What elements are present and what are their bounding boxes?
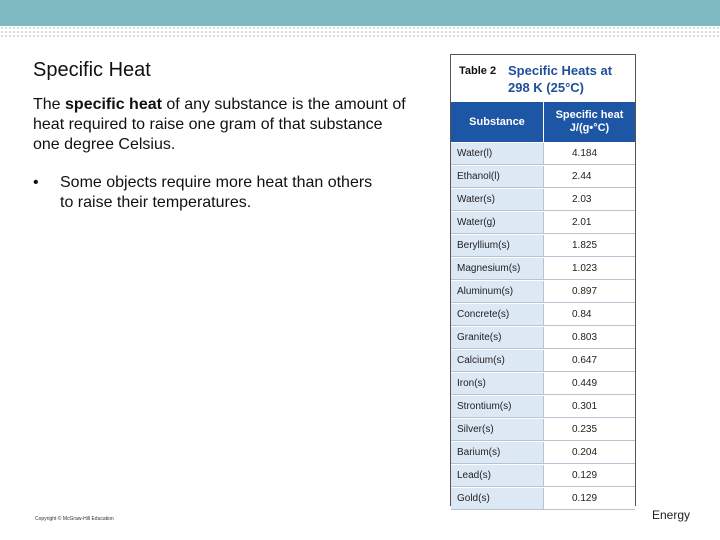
specific-heat-cell: 0.235 — [543, 419, 635, 441]
specific-heat-cell: 0.301 — [543, 396, 635, 418]
substance-cell: Calcium(s) — [451, 350, 543, 372]
table-row — [451, 235, 635, 258]
specific-heat-cell: 0.803 — [543, 327, 635, 349]
specific-heat-cell: 2.44 — [543, 166, 635, 188]
definition-prefix: The — [33, 96, 66, 113]
table-row — [451, 258, 635, 281]
column-header-specific-heat-unit: J/(g•°C) — [569, 122, 610, 134]
substance-cell: Silver(s) — [451, 419, 543, 441]
table-row — [451, 304, 635, 327]
table-row — [451, 465, 635, 488]
substance-cell: Magnesium(s) — [451, 258, 543, 280]
definition-suffix: of any substance is the amount of heat required to raise one gram of that substance one degree Celsius. — [33, 96, 406, 153]
column-header-specific-heat-label: Specific heat — [555, 109, 624, 121]
table-row — [451, 419, 635, 442]
copyright-notice: Copyright © McGraw-Hill Education — [35, 516, 114, 522]
table-row — [451, 327, 635, 350]
top-pattern-strip — [0, 26, 720, 38]
specific-heats-table — [450, 54, 636, 506]
table-body — [451, 143, 635, 511]
specific-heat-cell: 0.129 — [543, 488, 635, 510]
top-banner — [0, 0, 720, 26]
substance-cell: Aluminum(s) — [451, 281, 543, 303]
specific-heat-cell: 2.03 — [543, 189, 635, 211]
specific-heat-cell: 4.184 — [543, 143, 635, 165]
substance-cell: Iron(s) — [451, 373, 543, 395]
column-header-substance: Substance — [469, 116, 525, 128]
table-row — [451, 396, 635, 419]
definition-term: specific heat — [65, 96, 162, 113]
table-number: Table 2 — [459, 65, 497, 77]
specific-heat-cell: 0.129 — [543, 465, 635, 487]
specific-heat-cell: 0.647 — [543, 350, 635, 372]
bullet-text: Some objects require more heat than others to raise their temperatures. — [60, 174, 373, 211]
column-header-specific-heat — [543, 102, 635, 142]
substance-cell: Concrete(s) — [451, 304, 543, 326]
specific-heat-cell: 0.204 — [543, 442, 635, 464]
table-header — [451, 55, 635, 101]
slide-title: Specific Heat — [33, 59, 151, 81]
table-row — [451, 350, 635, 373]
substance-cell: Gold(s) — [451, 488, 543, 510]
table-column-headers — [451, 102, 635, 142]
table-row — [451, 373, 635, 396]
substance-cell: Ethanol(l) — [451, 166, 543, 188]
table-row — [451, 442, 635, 465]
specific-heat-cell: 1.023 — [543, 258, 635, 280]
table-row — [451, 166, 635, 189]
substance-cell: Barium(s) — [451, 442, 543, 464]
table-row — [451, 488, 635, 511]
table-row — [451, 212, 635, 235]
footer-topic-label: Energy — [651, 508, 690, 522]
substance-cell: Water(s) — [451, 189, 543, 211]
table-row — [451, 281, 635, 304]
table-title: Specific Heats at 298 K (25°C) — [508, 63, 613, 95]
substance-cell: Water(g) — [451, 212, 543, 234]
substance-cell: Beryllium(s) — [451, 235, 543, 257]
substance-cell: Granite(s) — [451, 327, 543, 349]
definition-paragraph — [33, 95, 413, 155]
substance-cell: Lead(s) — [451, 465, 543, 487]
table-row — [451, 143, 635, 166]
table-row — [451, 189, 635, 212]
specific-heat-cell: 2.01 — [543, 212, 635, 234]
specific-heat-cell: 0.897 — [543, 281, 635, 303]
substance-cell: Strontium(s) — [451, 396, 543, 418]
substance-cell: Water(l) — [451, 143, 543, 165]
bullet-symbol: • — [33, 174, 39, 191]
specific-heat-cell: 1.825 — [543, 235, 635, 257]
specific-heat-cell: 0.84 — [543, 304, 635, 326]
specific-heat-cell: 0.449 — [543, 373, 635, 395]
